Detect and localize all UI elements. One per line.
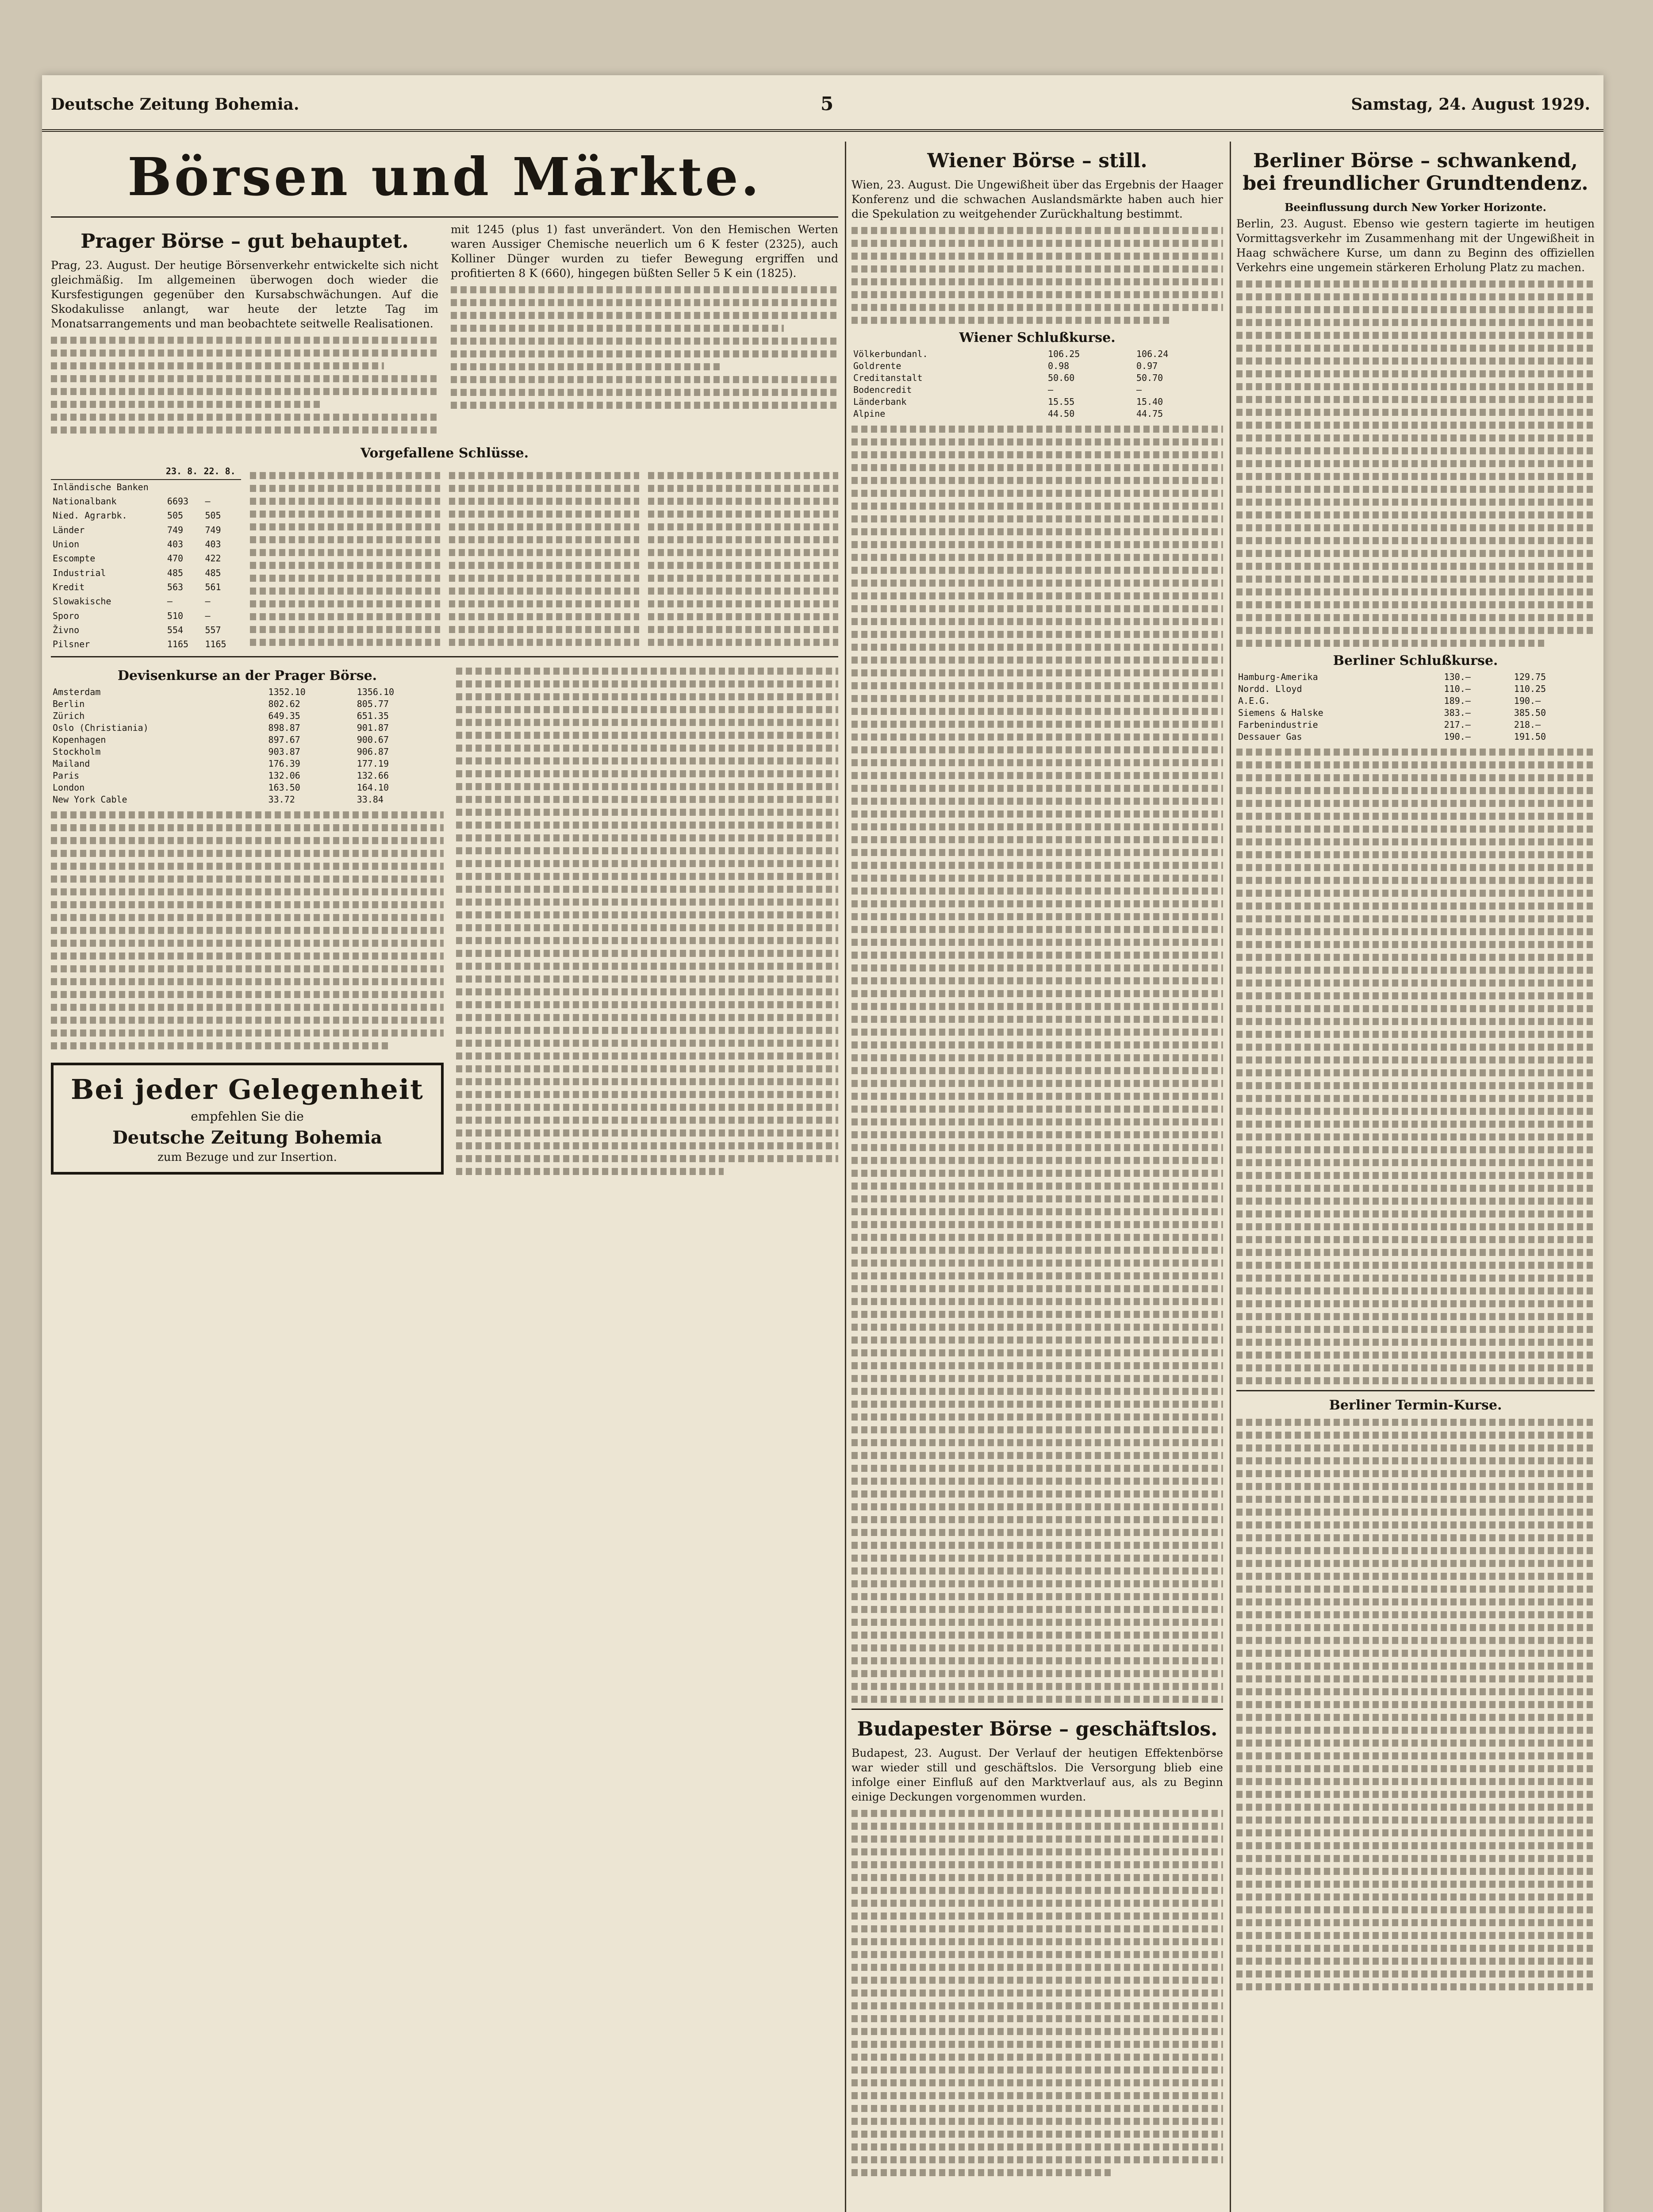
prague-report xyxy=(51,222,838,439)
prague-text-body xyxy=(51,337,438,434)
table-row: Industrial 485 485 xyxy=(53,567,221,578)
vienna-para-1: Wien, 23. August. Die Ungewißheit über das Ergebnis der Haager Konferenz und die schwachen Auslandsmärkte haben auch hier die Spekulation zu weitgehender Zurückhaltung bestimmt. xyxy=(851,178,1223,220)
table-row: Oslo (Christiania) 898.87 901.87 xyxy=(53,722,389,733)
lower-left-columns xyxy=(51,662,838,1181)
quote-list xyxy=(449,466,639,652)
ad-title: Bei jeder Gelegenheit xyxy=(71,1073,424,1106)
table-row: Goldrente 0.98 0.97 xyxy=(853,361,1158,371)
berlin-text-body xyxy=(1236,280,1595,647)
date-line: Samstag, 24. August 1929. xyxy=(1351,95,1590,114)
table-row: Paris 132.06 132.66 xyxy=(53,770,389,781)
table-row: Bodencredit — — xyxy=(853,384,1142,395)
devisen-prag-table xyxy=(51,686,444,806)
table-row: Pilsner 1165 1165 xyxy=(53,639,226,650)
vorgefallene-table-grid xyxy=(51,464,838,652)
header-cell: 22. 8. xyxy=(203,464,241,480)
advertisement-box xyxy=(51,1063,444,1175)
berlin-more-rows xyxy=(1236,749,1595,1384)
berlin-schluss-title: Berliner Schlußkurse. xyxy=(1333,653,1498,668)
exchange-report-text xyxy=(456,668,838,1175)
budapest-text-body xyxy=(851,1810,1223,2176)
prague-column xyxy=(51,142,838,2212)
prague-text-body-2 xyxy=(451,286,838,409)
section-rule xyxy=(51,656,838,657)
table-row: Länderbank 15.55 15.40 xyxy=(853,396,1163,407)
devisen-more-rows xyxy=(51,811,444,1049)
table-row: A.E.G. 189.— 190.— xyxy=(1238,695,1541,706)
devisen-prag-title: Devisenkurse an der Prager Börse. xyxy=(117,668,377,684)
table-row: Creditanstalt 50.60 50.70 xyxy=(853,373,1163,383)
ad-paper-name: Deutsche Zeitung Bohemia xyxy=(112,1127,382,1148)
paper-name: Deutsche Zeitung Bohemia. xyxy=(51,95,299,114)
prague-para-2: mit 1245 (plus 1) fast unverändert. Von den Hemischen Werten waren Aussiger Chemische neuerlich um 6 K fester (2325), auch Kolliner Dünger wurden zu tiefer Bewegung ergriffen und profitierten 8 K (660), hingegen büßten Seller 5 K ein (1825). xyxy=(451,223,838,280)
section-rule xyxy=(1236,1390,1595,1391)
table-row: Stockholm 903.87 906.87 xyxy=(53,746,389,757)
ad-subtitle: empfehlen Sie die xyxy=(191,1109,304,1124)
masthead: Börsen und Märkte. xyxy=(127,146,762,207)
budapest-title: Budapester Börse – geschäftslos. xyxy=(857,1718,1218,1740)
berlin-termin-rows xyxy=(1236,1419,1595,1990)
table-row: Alpine 44.50 44.75 xyxy=(853,408,1163,419)
vienna-title: Wiener Börse – still. xyxy=(927,150,1147,172)
table-row: Hamburg-Amerika 130.— 129.75 xyxy=(1238,672,1546,682)
header-cell xyxy=(51,464,165,480)
table-row: Zürich 649.35 651.35 xyxy=(53,710,389,721)
table-row: Union 403 403 xyxy=(53,539,221,550)
table-row: Inländische Banken xyxy=(53,481,149,492)
table-row: New York Cable 33.72 33.84 xyxy=(53,794,384,805)
section-rule xyxy=(851,1709,1223,1710)
quote-list xyxy=(250,466,440,652)
table-row: Farbenindustrie 217.— 218.— xyxy=(1238,719,1541,730)
vienna-column xyxy=(851,142,1223,2212)
table-row: Nied. Agrarbk. 505 505 xyxy=(53,510,221,521)
table-row: Völkerbundanl. 106.25 106.24 xyxy=(853,349,1169,359)
vienna-table xyxy=(851,348,1223,420)
vienna-text-body xyxy=(851,227,1223,324)
table-row: Berlin 802.62 805.77 xyxy=(53,699,389,709)
table-row: Siemens & Halske 383.— 385.50 xyxy=(1238,707,1546,718)
vienna-more-rows xyxy=(851,426,1223,1703)
table-row: Slowakische — — xyxy=(53,596,211,607)
budapest-para-1: Budapest, 23. August. Der Verlauf der heutigen Effektenbörse war wieder still und geschäftslos. Die Versorgung blieb eine infolge einer Einfluß auf den Marktverlauf aus, als zu Beginn einige Deckungen vorgenommen wurden. xyxy=(851,1747,1223,1803)
page-number: 5 xyxy=(821,93,834,115)
table-row: Escompte 470 422 xyxy=(53,553,221,564)
header-cell: 23. 8. xyxy=(165,464,203,480)
column-rule xyxy=(1230,142,1231,2212)
table-row: Nordd. Lloyd 110.— 110.25 xyxy=(1238,684,1546,694)
berlin-table xyxy=(1236,671,1595,743)
quote-list xyxy=(648,466,838,652)
table-row: Mailand 176.39 177.19 xyxy=(53,758,389,769)
table-row: Kopenhagen 897.67 900.67 xyxy=(53,734,389,745)
newspaper-page xyxy=(42,75,1603,2212)
berlin-column xyxy=(1236,142,1595,2212)
table-row: Živno 554 557 xyxy=(53,624,221,635)
table-row: London 163.50 164.10 xyxy=(53,782,389,793)
prague-title: Prager Börse – gut behauptet. xyxy=(81,230,409,253)
vorgefallene-title: Vorgefallene Schlüsse. xyxy=(360,445,529,461)
table-row: Länder 749 749 xyxy=(53,524,221,535)
ad-footer: zum Bezuge und zur Insertion. xyxy=(157,1151,337,1164)
berlin-termin-title: Berliner Termin-Kurse. xyxy=(1329,1398,1502,1413)
header-rule xyxy=(42,129,1603,132)
berlin-title: Berliner Börse – schwankend, bei freundlicher Grundtendenz. xyxy=(1243,150,1588,195)
table-row: Amsterdam 1352.10 1356.10 xyxy=(53,687,395,697)
table-header xyxy=(51,464,241,480)
table-row: Kredit 563 561 xyxy=(53,581,221,592)
vorgefallene-table xyxy=(51,464,241,652)
berlin-subtitle: Beeinflussung durch New Yorker Horizonte. xyxy=(1285,201,1546,214)
table-row: Nationalbank 6693 — xyxy=(53,496,211,507)
prague-para-1: Prag, 23. August. Der heutige Börsenverkehr entwickelte sich nicht gleichmäßig. Im allgemeinen überwogen doch wieder die Kursfestigungen gegenüber den Kursabschwächungen. Auf die Skodakulisse anlangt, war heute der letzte Tag im Monatsarrangements und man beobachtete seitwelle Realisationen. xyxy=(51,259,438,330)
berlin-para-1: Berlin, 23. August. Ebenso wie gestern tagierte im heutigen Vormittagsverkehr im Zusammenhang mit der Ungewißheit in Haag schwächere Kurse, um dann zu Beginn des offiziellen Verkehrs eine ungemein stärkeren Erholung Platz zu machen. xyxy=(1236,217,1595,274)
masthead-rule xyxy=(51,216,838,218)
table-row: Sporo 510 — xyxy=(53,610,211,621)
column-rule xyxy=(845,142,846,2212)
table-row: Dessauer Gas 190.— 191.50 xyxy=(1238,731,1546,742)
vienna-schluss-title: Wiener Schlußkurse. xyxy=(959,330,1116,346)
